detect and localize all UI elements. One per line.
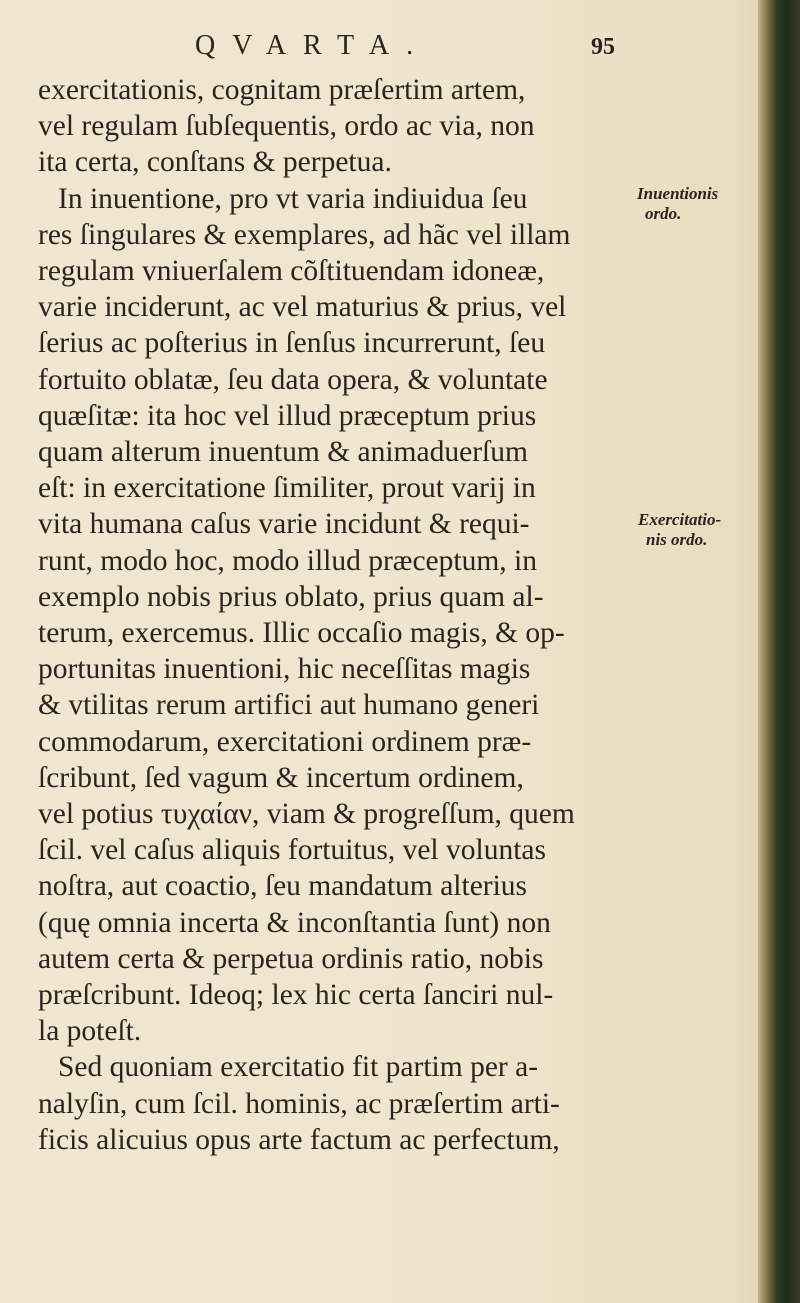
page-number: 95 [591,34,615,60]
text-line: quam alterum inuentum & animaduerſum [38,436,528,469]
text-line: nalyſin, cum ſcil. hominis, ac præſertim arti- [38,1087,560,1120]
text-line: regulam vniuerſalem cõſtituendam idoneæ, [38,255,545,288]
margin-note-exercitationis [638,510,721,550]
text-line: ficis alicuius opus arte factum ac perfectum, [38,1123,560,1156]
text-line: (quę omnia incerta & inconſtantia ſunt) non [38,906,551,939]
text-line: ſcil. vel caſus aliquis fortuitus, vel voluntas [38,834,546,867]
text-line: eſt: in exercitatione ſimiliter, prout varij in [38,472,536,505]
text-line: exemplo nobis prius oblato, prius quam al- [38,580,544,613]
margin-note-inventionis [637,184,718,224]
text-line: quæſitæ: ita hoc vel illud præceptum prius [38,399,537,432]
text-line: ita certa, conſtans & perpetua. [38,146,392,179]
text-line: noſtra, aut coactio, ſeu mandatum alterius [38,870,528,903]
text-line: Sed quoniam exercitatio fit partim per a- [58,1051,539,1084]
text-line: terum, exercemus. Illic occaſio magis, & op- [38,617,565,650]
running-header [195,30,615,70]
text-line: In inuentione, pro vt varia indiuidua ſeu [58,182,528,215]
text-line: vel potius τυχαίαν, viam & progreſſum, quem [38,798,575,831]
text-line: runt, modo hoc, modo illud præceptum, in [38,544,537,577]
margin-note-line: ordo. [645,204,682,223]
text-line: fortuito oblatæ, ſeu data opera, & voluntate [38,363,548,396]
text-line: varie inciderunt, ac vel maturius & prius, vel [38,291,567,324]
margin-note-line: Exercitatio- [638,510,722,529]
text-line: la poteſt. [38,1015,142,1048]
text-line: commodarum, exercitationi ordinem præ- [38,725,532,758]
text-line: præſcribunt. Ideoq; lex hic certa ſanciri nul- [38,979,554,1012]
text-line: res ſingulares & exemplares, ad hãc vel illam [38,218,571,251]
margin-note-line: nis ordo. [646,530,708,549]
margin-note-line: Inuentionis [637,184,719,203]
text-line: autem certa & perpetua ordinis ratio, nobis [38,942,544,975]
book-binding-edge [758,0,800,1303]
text-line: exercitationis, cognitam præſertim artem, [38,74,526,106]
text-line: ſerius ac poſterius in ſenſus incurrerunt, ſeu [38,327,546,360]
text-line: & vtilitas rerum artifici aut humano generi [38,689,540,722]
text-line: portunitas inuentioni, hic neceſſitas magis [38,653,531,686]
running-title: QVARTA. [195,30,431,61]
text-line: ſcribunt, ſed vagum & incertum ordinem, [38,761,524,794]
text-line: vita humana caſus varie incidunt & requi- [38,508,530,541]
text-line: vel regulam ſubſequentis, ordo ac via, non [38,110,535,143]
body-text [38,72,643,1158]
